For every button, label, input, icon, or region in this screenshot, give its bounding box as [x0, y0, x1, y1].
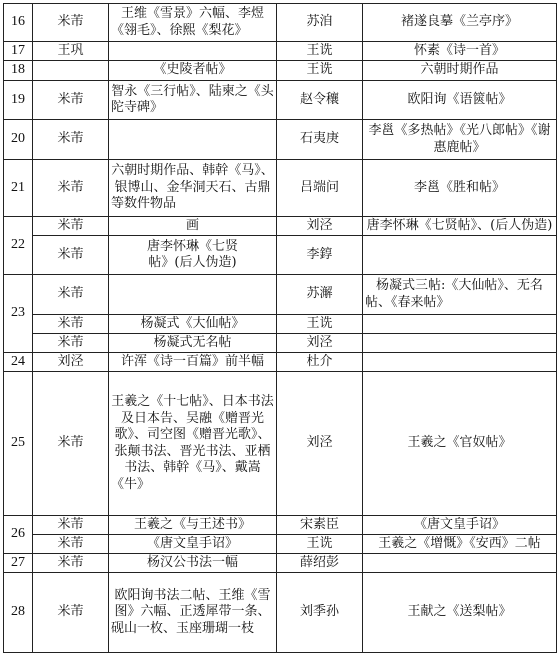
row-number: 25 [4, 372, 33, 516]
given-items-cell: 《唐文皇手诏》 [109, 535, 277, 554]
giver-cell: 米芾 [33, 81, 109, 120]
table-row [4, 160, 557, 217]
given-items-cell [109, 275, 277, 315]
received-items-cell [363, 236, 557, 275]
receiver-cell: 李錞 [277, 236, 363, 275]
row-number: 16 [4, 4, 33, 42]
received-items-cell: 唐李怀琳《七贤帖》、(后人伪造) [363, 217, 557, 236]
received-items-cell: 杨凝式三帖:《大仙帖》、无名帖、《春来帖》 [363, 275, 557, 315]
receiver-cell: 刘季孙 [277, 573, 363, 653]
received-items-cell [363, 315, 557, 334]
row-number: 19 [4, 81, 33, 120]
given-items-cell: 杨汉公书法一幅 [109, 554, 277, 573]
giver-cell: 米芾 [33, 554, 109, 573]
table-row [4, 372, 557, 516]
receiver-cell: 王诜 [277, 315, 363, 334]
given-items-cell: 王羲之《十七帖》、日本书法及日本告、吴融《赠晋光歌》、司空图《赠晋光歌》、张颠书法、晋光书法、亚栖书法、韩幹《马》、戴嵩《牛》 [109, 372, 277, 516]
row-number: 17 [4, 42, 33, 61]
table-row [4, 4, 557, 42]
receiver-cell: 王诜 [277, 61, 363, 81]
row-number: 22 [4, 217, 33, 275]
given-items-cell: 欧阳询书法二帖、王维《雪图》六幅、正透犀带一条、砚山一枚、玉座珊瑚一枝 [109, 573, 277, 653]
receiver-cell: 石夷庚 [277, 120, 363, 160]
row-number: 18 [4, 61, 33, 81]
received-items-cell [363, 554, 557, 573]
received-items-cell [363, 353, 557, 372]
received-items-cell: 欧阳询《语篋帖》 [363, 81, 557, 120]
receiver-cell: 杜介 [277, 353, 363, 372]
receiver-cell: 刘泾 [277, 334, 363, 353]
receiver-cell: 苏澥 [277, 275, 363, 315]
row-number: 27 [4, 554, 33, 573]
row-number: 21 [4, 160, 33, 217]
receiver-cell: 赵令穰 [277, 81, 363, 120]
table-row [4, 353, 557, 372]
row-number: 20 [4, 120, 33, 160]
row-number: 23 [4, 275, 33, 353]
giver-cell: 米芾 [33, 120, 109, 160]
table-row [4, 334, 557, 353]
table-row [4, 275, 557, 315]
given-items-cell: 王羲之《与王述书》 [109, 516, 277, 535]
giver-cell: 米芾 [33, 275, 109, 315]
received-items-cell: 王羲之《增慨》《安西》二帖 [363, 535, 557, 554]
given-items-cell: 唐李怀琳《七贤帖》(后人伪造) [109, 236, 277, 275]
table-row [4, 81, 557, 120]
giver-cell: 米芾 [33, 535, 109, 554]
giver-cell: 刘泾 [33, 353, 109, 372]
given-items-cell: 六朝时期作品、韩幹《马》、银博山、金华洞天石、古鼎等数件物品 [109, 160, 277, 217]
received-items-cell: 褚遂良摹《兰亭序》 [363, 4, 557, 42]
giver-cell: 米芾 [33, 4, 109, 42]
table-row [4, 315, 557, 334]
given-items-cell: 王维《雪景》六幅、李煜《翎毛》、徐熙《梨花》 [109, 4, 277, 42]
table-row [4, 61, 557, 81]
receiver-cell: 刘泾 [277, 217, 363, 236]
table-row [4, 573, 557, 653]
receiver-cell: 薛绍彭 [277, 554, 363, 573]
row-number: 28 [4, 573, 33, 653]
giver-cell: 米芾 [33, 236, 109, 275]
table-row [4, 217, 557, 236]
row-number: 26 [4, 516, 33, 554]
receiver-cell: 吕端问 [277, 160, 363, 217]
given-items-cell: 《史陵者帖》 [109, 61, 277, 81]
table-row [4, 535, 557, 554]
received-items-cell: 李邕《多热帖》《光八郎帖》《谢惠鹿帖》 [363, 120, 557, 160]
giver-cell: 王巩 [33, 42, 109, 61]
received-items-cell [363, 334, 557, 353]
table-row [4, 42, 557, 61]
given-items-cell [109, 42, 277, 61]
table-row [4, 554, 557, 573]
giver-cell: 米芾 [33, 372, 109, 516]
given-items-cell: 智永《三行帖》、陆柬之《头陀寺碑》 [109, 81, 277, 120]
table-row [4, 236, 557, 275]
receiver-cell: 宋素臣 [277, 516, 363, 535]
received-items-cell: 王羲之《官奴帖》 [363, 372, 557, 516]
giver-cell: 米芾 [33, 315, 109, 334]
received-items-cell: 《唐文皇手诏》 [363, 516, 557, 535]
exchange-table [3, 3, 557, 653]
given-items-cell: 许浑《诗一百篇》前半幅 [109, 353, 277, 372]
row-number: 24 [4, 353, 33, 372]
giver-cell: 米芾 [33, 217, 109, 236]
receiver-cell: 刘泾 [277, 372, 363, 516]
receiver-cell: 王诜 [277, 42, 363, 61]
given-items-cell [109, 120, 277, 160]
received-items-cell: 李邕《胜和帖》 [363, 160, 557, 217]
received-items-cell: 怀素《诗一首》 [363, 42, 557, 61]
table-row [4, 516, 557, 535]
giver-cell: 米芾 [33, 334, 109, 353]
giver-cell: 米芾 [33, 516, 109, 535]
given-items-cell: 杨凝式无名帖 [109, 334, 277, 353]
given-items-cell: 画 [109, 217, 277, 236]
received-items-cell: 王献之《送梨帖》 [363, 573, 557, 653]
receiver-cell: 苏洎 [277, 4, 363, 42]
giver-cell: 米芾 [33, 573, 109, 653]
receiver-cell: 王诜 [277, 535, 363, 554]
giver-cell [33, 61, 109, 81]
table-row [4, 120, 557, 160]
received-items-cell: 六朝时期作品 [363, 61, 557, 81]
given-items-cell: 杨凝式《大仙帖》 [109, 315, 277, 334]
giver-cell: 米芾 [33, 160, 109, 217]
